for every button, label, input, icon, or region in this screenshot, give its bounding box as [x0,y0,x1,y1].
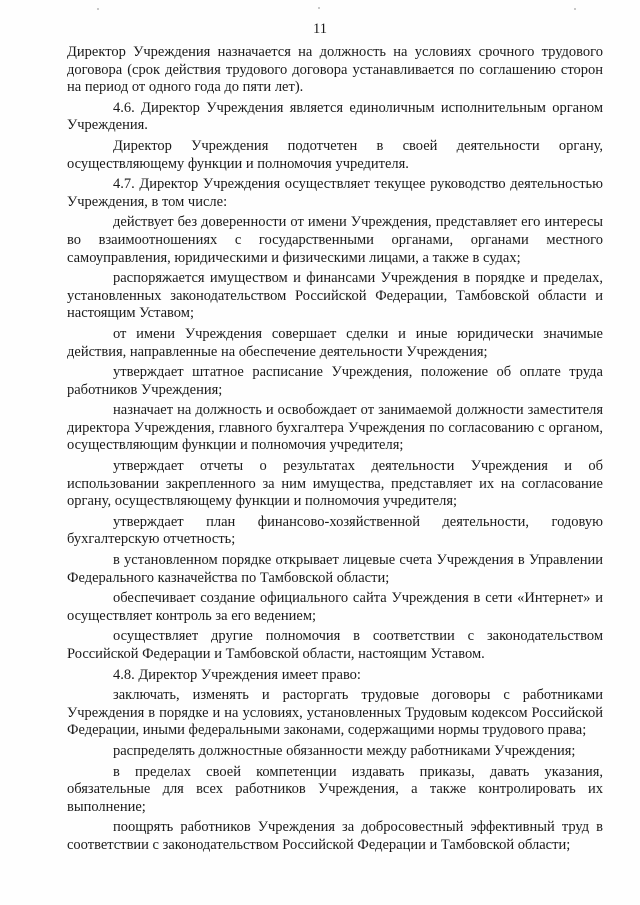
paragraph: поощрять работников Учреждения за добросовестный эффективный труд в соответствии с законодательством Российской Федерации и Тамбовской области; [67,819,603,853]
paragraph: действует без доверенности от имени Учреждения, представляет его интересы во взаимоотношениях с государственными органами, органами местного самоуправления, юридическими и физическими лицами, а также в судах; [67,214,603,266]
paragraph: обеспечивает создание официального сайта Учреждения в сети «Интернет» и осуществляет контроль за его ведением; [67,590,603,624]
paragraph: 4.6. Директор Учреждения является единоличным исполнительным органом Учреждения. [67,99,603,134]
paragraph: утверждает отчеты о результатах деятельности Учреждения и об использовании закрепленного за ним имущества, представляет их на согласование органу, осуществляющему функции и полномочия учредителя; [67,458,603,510]
paragraph: заключать, изменять и расторгать трудовые договоры с работниками Учреждения в порядке и на условиях, установленных Трудовым кодексом Российской Федерации, иными федеральными законами, содержащими нормы трудового права; [67,687,603,739]
paragraph: осуществляет другие полномочия в соответствии с законодательством Российской Федерации и Тамбовской области, настоящим Уставом. [67,628,603,662]
scan-speck [574,8,576,10]
paragraph: 4.7. Директор Учреждения осуществляет текущее руководство деятельностью Учреждения, в том числе: [67,176,603,210]
paragraph: в установленном порядке открывает лицевые счета Учреждения в Управлении Федерального казначейства по Тамбовской области; [67,552,603,586]
paragraph: от имени Учреждения совершает сделки и иные юридически значимые действия, направленные на обеспечение деятельности Учреждения; [67,325,603,360]
paragraph: 4.8. Директор Учреждения имеет право: [113,666,361,683]
paragraph: распоряжается имуществом и финансами Учреждения в порядке и пределах, установленных законодательством Российской Федерации, Тамбовской области и настоящим Уставом; [67,270,603,322]
document-body [67,44,603,858]
paragraph: Директор Учреждения назначается на должность на условиях срочного трудового договора (срок действия трудового договора устанавливается по соглашению сторон на период от одного года до пяти лет). [67,44,603,96]
paragraph: в пределах своей компетенции издавать приказы, давать указания, обязательные для всех работников Учреждения, а также контролировать их выполнение; [67,763,603,815]
scan-speck [318,7,320,9]
paragraph: утверждает штатное расписание Учреждения, положение об оплате труда работников Учреждения; [67,364,603,398]
paragraph: утверждает план финансово-хозяйственной деятельности, годовую бухгалтерскую отчетность; [67,513,603,548]
paragraph: Директор Учреждения подотчетен в своей деятельности органу, осуществляющему функции и полномочия учредителя. [67,137,603,172]
paragraph: распределять должностные обязанности между работниками Учреждения; [113,742,576,759]
paragraph: назначает на должность и освобождает от занимаемой должности заместителя директора Учреждения, главного бухгалтера Учреждения по согласованию с органом, осуществляющим функции и полномочия учредителя; [67,402,603,454]
scan-speck [97,8,99,10]
page-number: 11 [313,21,327,37]
